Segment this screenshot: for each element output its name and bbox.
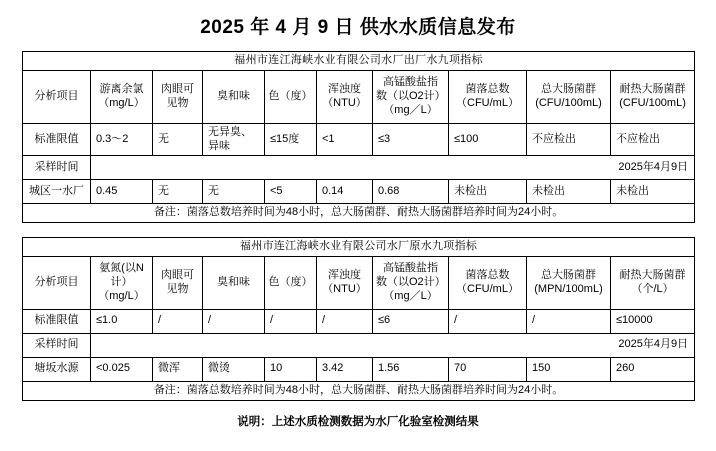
- table1-col-5-l1: （NTU）: [322, 96, 367, 109]
- table1-standard-v2: 无异臭、异味: [203, 123, 265, 156]
- table1-col-6-l0: 高锰酸盐指: [383, 76, 438, 89]
- table2-data-v0: <0.025: [91, 357, 153, 381]
- table2-col-3-l0: 臭和味: [217, 275, 250, 288]
- table1-data-v0: 0.45: [91, 180, 153, 204]
- table1-caption-row: [23, 52, 695, 71]
- table2-col-2-l0: 肉眼可: [161, 269, 194, 281]
- table1-data-v6: 未检出: [449, 180, 527, 204]
- table1-standard-v8: 不应检出: [611, 123, 695, 156]
- table-outlet-water: [22, 51, 695, 223]
- table2-col-1-l1: 计）: [110, 275, 133, 288]
- table1-data-v1: 无: [153, 180, 203, 204]
- table2-standard-v3: /: [265, 309, 317, 333]
- table1-col-4: [265, 70, 317, 123]
- table2-col-5-l0: 浑浊度: [328, 269, 361, 281]
- table2-col-6-l2: （mg／L）: [383, 289, 438, 302]
- table2-caption-row: [23, 238, 695, 257]
- table2-data-v1: 微浑: [153, 357, 203, 381]
- table1-col-3: [203, 70, 265, 123]
- table1-standard-label: 标准限值: [23, 123, 91, 156]
- table1-caption: 福州市连江海峡水业有限公司水厂出厂水九项指标: [23, 52, 695, 71]
- table1-header-row: [23, 70, 695, 123]
- table1-standard-v6: ≤100: [449, 123, 527, 156]
- table2-data-v7: 150: [527, 357, 611, 381]
- table1-standard-v3: ≤15度: [265, 123, 317, 156]
- table1-col-9: [611, 70, 695, 123]
- table2-col-6-l0: 高锰酸盐指: [383, 262, 438, 275]
- table1-col-6-l2: （mg／L）: [383, 103, 438, 116]
- table1-col-8: [527, 70, 611, 123]
- table1-standard-v7: 不应检出: [527, 123, 611, 156]
- table1-col-2-l1: 见物: [166, 96, 189, 109]
- table2-standard-v2: /: [203, 309, 265, 333]
- table1-data-v8: 未检出: [611, 180, 695, 204]
- table1-col-7-l0: 菌落总数: [465, 83, 510, 95]
- table1-col-7-l1: （CFU/mL）: [456, 96, 519, 109]
- table1-data-v2: 无: [203, 180, 265, 204]
- table2-standard-v8: ≤10000: [611, 309, 695, 333]
- footer-note: 说明：上述水质检测数据为水厂化验室检测结果: [237, 415, 479, 428]
- table1-data-row: [23, 180, 695, 204]
- table2-data-v5: 1.56: [373, 357, 449, 381]
- table2-standard-v4: /: [317, 309, 373, 333]
- table2-col-0: [23, 256, 91, 309]
- table1-col-6-l1: 数（以O2计）: [376, 89, 446, 102]
- table1-standard-v4: <1: [317, 123, 373, 156]
- table1-col-1-l1: （mg/L）: [98, 96, 145, 109]
- table2-col-2: [153, 256, 203, 309]
- table2-col-7-l0: 菌落总数: [465, 269, 510, 281]
- table2-col-5: [317, 256, 373, 309]
- table1-col-9-l1: (CFU/100mL): [619, 96, 686, 109]
- table2-data-v6: 70: [449, 357, 527, 381]
- table2-col-8: [527, 256, 611, 309]
- table1-col-8-l1: (CFU/100mL): [535, 96, 602, 109]
- table2-col-9-l1: （个/L）: [631, 282, 674, 295]
- table2-col-1-l0: 氨氮(以N: [99, 262, 144, 275]
- table2-sample-time-value: 2025年4月9日: [91, 333, 695, 357]
- table1-standard-v0: 0.3～2: [91, 123, 153, 156]
- table2-sample-time-label: 采样时间: [23, 333, 91, 357]
- table2-standard-row: [23, 309, 695, 333]
- table2-data-v4: 3.42: [317, 357, 373, 381]
- table2-col-9: [611, 256, 695, 309]
- table2-col-2-l1: 见物: [166, 282, 189, 295]
- table1-standard-row: [23, 123, 695, 156]
- table2-data-row: [23, 357, 695, 381]
- table1-col-9-l0: 耐热大肠菌群: [619, 83, 686, 95]
- table1-col-0-l0: 分析项目: [34, 89, 79, 102]
- table1-col-4-l0: 色（度）: [268, 89, 313, 102]
- table1-col-0: [23, 70, 91, 123]
- table2-col-7-l1: （CFU/mL）: [456, 282, 519, 295]
- table1-data-v7: 未检出: [527, 180, 611, 204]
- table1-data-v5: 0.68: [373, 180, 449, 204]
- table2-sample-time-row: [23, 333, 695, 357]
- table2-col-8-l0: 总大肠菌群: [541, 269, 596, 281]
- table2-col-9-l0: 耐热大肠菌群: [619, 269, 686, 281]
- table2-data-v8: 260: [611, 357, 695, 381]
- table2-col-4-l0: 色（度）: [268, 275, 313, 288]
- table2-col-1-l2: （mg/L）: [98, 289, 145, 302]
- table1-sample-time-row: [23, 156, 695, 180]
- table2-data-v2: 微烫: [203, 357, 265, 381]
- table2-standard-v1: /: [153, 309, 203, 333]
- table2-caption: 福州市连江海峡水业有限公司水厂原水九项指标: [23, 238, 695, 257]
- table2-note: 备注：菌落总数培养时间为48小时，总大肠菌群、耐热大肠菌群培养时间为24小时。: [23, 381, 695, 400]
- table1-col-8-l0: 总大肠菌群: [541, 83, 596, 95]
- table2-col-6-l1: 数（以O2计）: [376, 275, 446, 288]
- table1-col-1-l0: 游离余氯: [99, 83, 144, 95]
- table1-col-1: [91, 70, 153, 123]
- table2-data-label: 塘坂水源: [23, 357, 91, 381]
- table1-note-row: [23, 204, 695, 223]
- table1-col-5: [317, 70, 373, 123]
- table-spacer: [0, 223, 716, 237]
- page-title: 2025 年 4 月 9 日 供水水质信息发布: [200, 17, 516, 38]
- table2-standard-v6: /: [449, 309, 527, 333]
- table2-col-6: [373, 256, 449, 309]
- table1-note: 备注：菌落总数培养时间为48小时，总大肠菌群、耐热大肠菌群培养时间为24小时。: [23, 204, 695, 223]
- table1-standard-v5: ≤3: [373, 123, 449, 156]
- table2-col-1: [91, 256, 153, 309]
- table2-col-4: [265, 256, 317, 309]
- table1-data-v3: <5: [265, 180, 317, 204]
- table1-col-6: [373, 70, 449, 123]
- table2-standard-label: 标准限值: [23, 309, 91, 333]
- table1-col-2-l0: 肉眼可: [161, 83, 194, 95]
- table2-col-7: [449, 256, 527, 309]
- table1-data-v4: 0.14: [317, 180, 373, 204]
- table1-col-5-l0: 浑浊度: [328, 83, 361, 95]
- table1-col-7: [449, 70, 527, 123]
- table1-col-3-l0: 臭和味: [217, 89, 250, 102]
- table2-header-row: [23, 256, 695, 309]
- table2-col-5-l1: （NTU）: [322, 282, 367, 295]
- table-raw-water: [22, 237, 695, 401]
- table2-data-v3: 10: [265, 357, 317, 381]
- table1-sample-time-label: 采样时间: [23, 156, 91, 180]
- table2-note-row: [23, 381, 695, 400]
- table2-col-8-l1: (MPN/100mL): [534, 282, 603, 295]
- table1-standard-v1: 无: [153, 123, 203, 156]
- table2-col-0-l0: 分析项目: [34, 275, 79, 288]
- table2-standard-v5: ≤6: [373, 309, 449, 333]
- table1-data-label: 城区一水厂: [23, 180, 91, 204]
- table2-standard-v7: /: [527, 309, 611, 333]
- table2-col-3: [203, 256, 265, 309]
- table2-standard-v0: ≤1.0: [91, 309, 153, 333]
- table1-col-2: [153, 70, 203, 123]
- table1-sample-time-value: 2025年4月9日: [91, 156, 695, 180]
